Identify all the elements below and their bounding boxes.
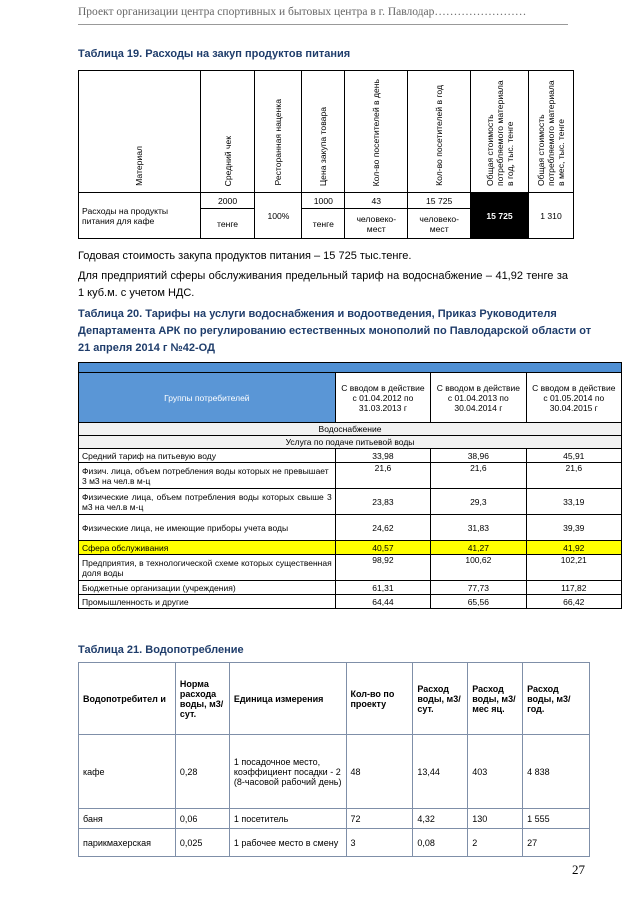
- t20-cell: 40,57: [335, 541, 430, 555]
- t21-header-consumer: Водопотребител и: [79, 663, 176, 735]
- annual-cost-text: Годовая стоимость закупа продуктов питания – 15 725 тыс.тенге.: [78, 250, 412, 262]
- header-divider: [78, 24, 568, 25]
- t21-cell: 3: [346, 829, 413, 857]
- t21-cell: 4,32: [413, 809, 468, 829]
- table-row: [79, 581, 622, 595]
- table20: [78, 362, 622, 609]
- t21-cell: 0,08: [413, 829, 468, 857]
- t19-avg-check: 2000: [200, 193, 255, 209]
- table19-caption: Таблица 19. Расходы на закуп продуктов питания: [78, 48, 351, 60]
- t21-cell: баня: [79, 809, 176, 829]
- t19-header-price: Цена закупа товара: [302, 71, 345, 193]
- table-row: [79, 489, 622, 515]
- t19-header-visitors-day: Кол-во посетителей в день: [345, 71, 408, 193]
- t20-section: Водоснабжение: [79, 423, 622, 436]
- table-row: [79, 809, 590, 829]
- t19-header-material: Материал: [79, 71, 201, 193]
- page-header: Проект организации центра спортивных и бытовых центра в г. Павлодар……………………: [78, 6, 527, 18]
- page-number: 27: [572, 862, 585, 877]
- t20-cell: 100,62: [431, 555, 526, 581]
- t20-cell: 98,92: [335, 555, 430, 581]
- t19-visitors-year: 15 725: [408, 193, 471, 209]
- t20-cell: 21,6: [431, 463, 526, 489]
- table-row: [79, 463, 622, 489]
- tariff-text: Для предприятий сферы обслуживания предельный тариф на водоснабжение – 41,92 тенге за 1 куб.м. с учетом НДС.: [78, 270, 568, 299]
- t21-cell: 4 838: [523, 735, 590, 809]
- t19-header-total-month: Общая стоимость потребляемого материала в мес, тыс. тенге: [529, 71, 574, 193]
- t20-row-name: Физические лица, объем потребления воды которых свыше 3 м3 на чел.в м-ц: [79, 489, 336, 515]
- t19-total-month: 1 310: [529, 193, 574, 239]
- t21-cell: парикмахерская: [79, 829, 176, 857]
- table19: [78, 70, 574, 239]
- t20-period-2: С вводом в действие с 01.04.2013 по 30.04.2014 г: [431, 373, 526, 423]
- table-row: [79, 515, 622, 541]
- table-row: [79, 735, 590, 809]
- t20-cell: 29,3: [431, 489, 526, 515]
- t20-cell: 41,27: [431, 541, 526, 555]
- t20-cell: 24,62: [335, 515, 430, 541]
- t20-top-band: [79, 363, 622, 373]
- t19-header-visitors-year: Кол-во посетителей в год: [408, 71, 471, 193]
- t20-cell: 117,82: [526, 581, 621, 595]
- t20-row-name: Предприятия, в технологической схеме которых существенная доля воды: [79, 555, 336, 581]
- t20-row-name: Сфера обслуживания: [79, 541, 336, 555]
- t21-cell: 48: [346, 735, 413, 809]
- t20-row-name: Средний тариф на питьевую воду: [79, 449, 336, 463]
- t19-material: Расходы на продукты питания для кафе: [79, 193, 201, 239]
- t19-total-year: 15 725: [471, 193, 529, 239]
- t21-cell: 72: [346, 809, 413, 829]
- t20-cell: 66,42: [526, 595, 621, 609]
- t20-cell: 21,6: [335, 463, 430, 489]
- t19-price: 1000: [302, 193, 345, 209]
- t21-header-norm: Норма расхода воды, м3/сут.: [175, 663, 229, 735]
- t19-markup: 100%: [255, 193, 302, 239]
- t19-header-total-year: Общая стоимость потребляемого материала в год, тыс. тенге: [471, 71, 529, 193]
- t19-header-avg-check: Средний чек: [200, 71, 255, 193]
- t21-cell: 0,025: [175, 829, 229, 857]
- t21-header-unit: Единица измерения: [229, 663, 346, 735]
- t20-cell: 39,39: [526, 515, 621, 541]
- t19-visitors-year-unit: человеко-мест: [408, 209, 471, 239]
- t19-visitors-day: 43: [345, 193, 408, 209]
- t21-cell: кафе: [79, 735, 176, 809]
- t20-subsection: Услуга по подаче питьевой воды: [79, 436, 622, 449]
- t19-price-unit: тенге: [302, 209, 345, 239]
- t20-cell: 77,73: [431, 581, 526, 595]
- t21-cell: 130: [468, 809, 523, 829]
- t19-header-markup: Ресторанная наценка: [255, 71, 302, 193]
- t20-row-name: Физич. лица, объем потребления воды которых не превышает 3 м3 на чел.в м-ц: [79, 463, 336, 489]
- table-row-highlighted: [79, 541, 622, 555]
- t21-cell: 0,28: [175, 735, 229, 809]
- t21-cell: 27: [523, 829, 590, 857]
- t20-cell: 23,83: [335, 489, 430, 515]
- table-row: [79, 555, 622, 581]
- t20-cell: 21,6: [526, 463, 621, 489]
- t20-period-3: С вводом в действие с 01.05.2014 по 30.04.2015 г: [526, 373, 621, 423]
- table-row: [79, 449, 622, 463]
- t21-cell: 1 посетитель: [229, 809, 346, 829]
- t20-cell: 64,44: [335, 595, 430, 609]
- t21-cell: 1 555: [523, 809, 590, 829]
- t20-row-name: Бюджетные организации (учреждения): [79, 581, 336, 595]
- table20-caption: Таблица 20. Тарифы на услуги водоснабжения и водоотведения, Приказ Руководителя Департамента АРК по регулированию естественных монополий по Павлодарской области от 21 апреля 2014 г №42-ОД: [78, 308, 592, 354]
- t21-header-yearly: Расход воды, м3/год.: [523, 663, 590, 735]
- table-row: [79, 595, 622, 609]
- t20-cell: 41,92: [526, 541, 621, 555]
- t20-cell: 31,83: [431, 515, 526, 541]
- t21-cell: 13,44: [413, 735, 468, 809]
- t20-cell: 38,96: [431, 449, 526, 463]
- t21-header-daily: Расход воды, м3/сут.: [413, 663, 468, 735]
- t20-cell: 65,56: [431, 595, 526, 609]
- t20-cell: 33,98: [335, 449, 430, 463]
- t19-avg-check-unit: тенге: [200, 209, 255, 239]
- table21: [78, 662, 590, 857]
- t21-cell: 1 посадочное место, коэффициент посадки - 2 (8-часовой рабочий день): [229, 735, 346, 809]
- table-row: [79, 829, 590, 857]
- t20-cell: 61,31: [335, 581, 430, 595]
- table21-caption: Таблица 21. Водопотребление: [78, 644, 244, 656]
- t21-cell: 2: [468, 829, 523, 857]
- t20-group-header: Группы потребителей: [79, 373, 336, 423]
- t20-cell: 33,19: [526, 489, 621, 515]
- t21-cell: 1 рабочее место в смену: [229, 829, 346, 857]
- t19-visitors-day-unit: человеко-мест: [345, 209, 408, 239]
- t21-cell: 403: [468, 735, 523, 809]
- t21-header-count: Кол-во по проекту: [346, 663, 413, 735]
- t21-cell: 0,06: [175, 809, 229, 829]
- t20-row-name: Промышленность и другие: [79, 595, 336, 609]
- t20-cell: 45,91: [526, 449, 621, 463]
- t21-header-monthly: Расход воды, м3/мес яц.: [468, 663, 523, 735]
- t20-cell: 102,21: [526, 555, 621, 581]
- t20-period-1: С вводом в действие с 01.04.2012 по 31.03.2013 г: [335, 373, 430, 423]
- t20-row-name: Физические лица, не имеющие приборы учета воды: [79, 515, 336, 541]
